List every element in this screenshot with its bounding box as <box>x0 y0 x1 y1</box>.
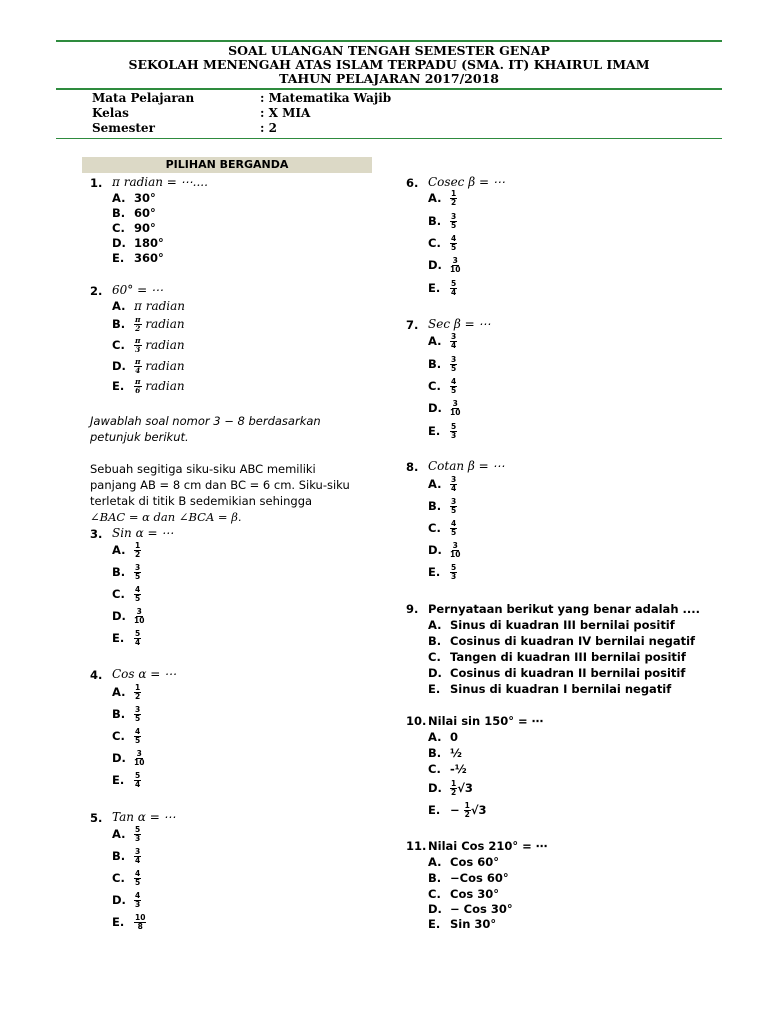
option-fraction <box>134 684 141 701</box>
option-letter: B. <box>428 357 442 371</box>
q1-option-a <box>112 191 156 205</box>
fraction-numerator: 4 <box>135 891 141 900</box>
option-letter: B. <box>428 499 442 513</box>
q3-option-b <box>112 564 141 581</box>
option-fraction <box>134 914 146 931</box>
q4-option-b <box>112 706 141 723</box>
fraction-numerator: 5 <box>135 825 141 834</box>
q11-option-e <box>428 917 496 931</box>
option-letter: E. <box>428 281 441 295</box>
academic-year: TAHUN PELAJARAN 2017/2018 <box>279 71 499 86</box>
q7-option-e <box>428 423 457 440</box>
q4-option-a <box>112 684 141 701</box>
option-text: Cos 30° <box>450 887 499 901</box>
q2-option-e <box>112 378 185 395</box>
option-letter: B. <box>428 746 442 760</box>
fraction-numerator: 3 <box>452 541 458 550</box>
fraction-denominator: 4 <box>135 638 141 647</box>
fraction-numerator: 3 <box>451 475 457 484</box>
q2-option-c <box>112 337 185 354</box>
q2-option-b <box>112 316 185 333</box>
option-letter: D. <box>428 781 442 795</box>
q11-option-d <box>428 902 513 916</box>
fraction-denominator: 5 <box>451 364 457 373</box>
q4-option-c <box>112 728 141 745</box>
option-letter: B. <box>112 707 126 721</box>
fraction-denominator: 10 <box>450 408 461 417</box>
q9-option-b <box>428 634 695 648</box>
fraction-numerator: 5 <box>135 771 141 780</box>
fraction-numerator: 1 <box>135 683 141 692</box>
fraction-numerator: 3 <box>136 749 142 758</box>
option-fraction <box>450 520 457 537</box>
fraction-numerator: 5 <box>451 422 457 431</box>
fraction-denominator: 4 <box>451 341 457 350</box>
option-fraction <box>450 542 460 559</box>
option-text: $\frac{\pi}{6}$ radian <box>135 377 185 395</box>
fraction-denominator: 2 <box>135 692 141 701</box>
q2-text: 60° = ⋯ <box>112 283 163 297</box>
q2-option-d <box>112 358 185 375</box>
q10-option-d <box>428 780 473 797</box>
option-letter: E. <box>112 631 125 645</box>
option-text: $\frac{\pi}{3}$ radian <box>135 336 185 354</box>
fraction-denominator: 5 <box>135 736 141 745</box>
fraction-numerator: 4 <box>451 519 457 528</box>
q7-option-b <box>428 356 457 373</box>
option-letter: C. <box>112 221 125 235</box>
fraction-denominator: 3 <box>135 900 141 909</box>
fraction-numerator: 3 <box>452 399 458 408</box>
option-fraction <box>450 378 457 395</box>
q10-option-a <box>428 730 458 744</box>
context-line-1: Sebuah segitiga siku-siku ABC memiliki <box>90 462 316 476</box>
fraction-numerator: 4 <box>451 377 457 386</box>
option-text: Tangen di kuadran III bernilai positif <box>450 650 686 664</box>
fraction-denominator: 10 <box>134 758 145 767</box>
fraction-numerator: 3 <box>451 212 457 221</box>
q10-number: 10. <box>406 714 427 728</box>
option-letter: D. <box>112 609 126 623</box>
option-fraction <box>134 378 142 395</box>
option-text: $\frac{\pi}{4}$ radian <box>135 357 185 375</box>
q7-text: Sec β = ⋯ <box>428 317 491 331</box>
option-text: -½ <box>450 762 467 776</box>
option-text: 180° <box>134 236 164 250</box>
q5-number: 5. <box>90 811 103 825</box>
q8-option-e <box>428 564 457 581</box>
fraction-numerator: π <box>135 315 141 324</box>
option-letter: E. <box>112 773 125 787</box>
option-letter: D. <box>428 401 442 415</box>
option-text: π radian <box>134 299 185 313</box>
semester-value: : 2 <box>260 121 277 135</box>
option-letter: E. <box>428 424 441 438</box>
option-letter: E. <box>428 803 441 817</box>
q5-option-b <box>112 848 141 865</box>
q7-option-c <box>428 378 457 395</box>
fraction-numerator: π <box>135 336 141 345</box>
fraction-denominator: 5 <box>135 594 141 603</box>
fraction-denominator: 5 <box>135 878 141 887</box>
option-fraction <box>134 542 141 559</box>
q1-text: π radian = ⋯.... <box>112 175 208 189</box>
q2-number: 2. <box>90 284 103 298</box>
fraction-numerator: 3 <box>451 332 457 341</box>
q8-option-c <box>428 520 457 537</box>
q7-option-d <box>428 400 460 417</box>
option-letter: B. <box>112 849 126 863</box>
option-letter: A. <box>428 334 442 348</box>
q10-text: Nilai sin 150° = ⋯ <box>428 714 544 728</box>
option-letter: A. <box>428 730 442 744</box>
option-fraction <box>134 728 141 745</box>
option-letter: C. <box>428 762 441 776</box>
q6-option-d <box>428 257 460 274</box>
q7-option-a <box>428 333 457 350</box>
option-text: Cosinus di kuadran II bernilai positif <box>450 666 686 680</box>
option-letter: E. <box>428 917 441 931</box>
option-letter: D. <box>112 751 126 765</box>
option-fraction <box>134 750 144 767</box>
option-fraction <box>450 498 457 515</box>
q9-option-d <box>428 666 685 680</box>
fraction-denominator: 4 <box>135 856 141 865</box>
fraction-denominator: 5 <box>135 714 141 723</box>
option-text: Cos 60° <box>450 855 499 869</box>
q4-option-d <box>112 750 144 767</box>
fraction-denominator: 5 <box>451 243 457 252</box>
q11-option-a <box>428 855 499 869</box>
q3-option-d <box>112 608 144 625</box>
option-fraction <box>450 423 457 440</box>
context-line-2: panjang AB = 8 cm dan BC = 6 cm. Siku-siku <box>90 478 350 492</box>
option-letter: E. <box>112 379 125 393</box>
fraction-numerator: 4 <box>451 234 457 243</box>
option-fraction <box>134 564 141 581</box>
option-letter: B. <box>428 871 442 885</box>
option-letter: D. <box>428 666 442 680</box>
fraction-denominator: 10 <box>450 550 461 559</box>
q9-text: Pernyataan berikut yang benar adalah .... <box>428 602 700 616</box>
fraction-denominator: 4 <box>451 288 457 297</box>
semester-label: Semester <box>92 121 155 135</box>
q5-option-c <box>112 870 141 887</box>
option-text: − Cos 30° <box>450 902 513 916</box>
option-letter: A. <box>112 543 126 557</box>
option-fraction <box>134 358 142 375</box>
q6-option-e <box>428 280 457 297</box>
fraction-numerator: 5 <box>451 279 457 288</box>
option-letter: D. <box>112 893 126 907</box>
option-fraction <box>134 706 141 723</box>
q4-number: 4. <box>90 668 103 682</box>
fraction-denominator: 2 <box>464 810 470 819</box>
q9-number: 9. <box>406 602 419 616</box>
fraction-denominator: 5 <box>451 221 457 230</box>
option-letter: C. <box>112 587 125 601</box>
minus-sign: − <box>450 803 464 817</box>
option-fraction <box>134 870 141 887</box>
q8-number: 8. <box>406 460 419 474</box>
q3-option-a <box>112 542 141 559</box>
fraction-denominator: 5 <box>451 386 457 395</box>
q1-option-e <box>112 251 164 265</box>
fraction-numerator: 3 <box>451 355 457 364</box>
school-name: SEKOLAH MENENGAH ATAS ISLAM TERPADU (SMA. IT) KHAIRUL IMAM <box>128 57 650 72</box>
q5-option-a <box>112 826 141 843</box>
option-letter: D. <box>112 359 126 373</box>
option-fraction <box>450 257 460 274</box>
option-fraction <box>450 333 457 350</box>
q6-option-b <box>428 213 457 230</box>
header-top-rule <box>56 40 722 42</box>
option-fraction <box>134 316 142 333</box>
option-letter: E. <box>112 915 125 929</box>
option-letter: A. <box>428 191 442 205</box>
fraction-denominator: 2 <box>451 788 457 797</box>
option-text: 90° <box>134 221 156 235</box>
option-fraction <box>450 280 457 297</box>
option-letter: A. <box>112 827 126 841</box>
option-letter: C. <box>428 236 441 250</box>
fraction-denominator: 5 <box>135 572 141 581</box>
q3-text: Sin α = ⋯ <box>112 526 174 540</box>
fraction-denominator: 2 <box>451 198 457 207</box>
option-text: Cosinus di kuadran IV bernilai negatif <box>450 634 696 648</box>
sqrt-term: √3 <box>470 803 487 817</box>
fraction-denominator: 3 <box>451 572 457 581</box>
option-letter: A. <box>112 685 126 699</box>
fraction-denominator: 2 <box>135 324 141 333</box>
option-letter: A. <box>428 477 442 491</box>
option-fraction <box>450 400 460 417</box>
option-letter: C. <box>112 729 125 743</box>
option-letter: B. <box>428 634 442 648</box>
subject-label: Mata Pelajaran <box>92 91 195 105</box>
option-letter: C. <box>112 338 125 352</box>
q7-number: 7. <box>406 318 419 332</box>
q8-text: Cotan β = ⋯ <box>428 459 505 473</box>
q11-option-b <box>428 871 509 885</box>
q9-option-e <box>428 682 671 696</box>
option-fraction <box>134 826 141 843</box>
q6-number: 6. <box>406 176 419 190</box>
fraction-numerator: 3 <box>135 847 141 856</box>
class-label: Kelas <box>92 106 129 120</box>
fraction-denominator: 3 <box>135 345 141 354</box>
fraction-numerator: 1 <box>451 779 457 788</box>
option-fraction <box>134 772 141 789</box>
q10-option-e <box>428 802 487 819</box>
q8-option-d <box>428 542 460 559</box>
q1-option-d <box>112 236 164 250</box>
q8-option-b <box>428 498 457 515</box>
sqrt-term: √3 <box>457 781 473 795</box>
q1-option-c <box>112 221 156 235</box>
option-letter: E. <box>428 682 441 696</box>
option-letter: B. <box>112 565 126 579</box>
fraction-numerator: 5 <box>451 563 457 572</box>
fraction-numerator: 3 <box>135 563 141 572</box>
option-letter: D. <box>428 543 442 557</box>
option-fraction <box>450 213 457 230</box>
option-text: 360° <box>134 251 164 265</box>
fraction-denominator: 10 <box>134 616 145 625</box>
fraction-denominator: 5 <box>451 506 457 515</box>
option-fraction <box>450 235 457 252</box>
q5-option-d <box>112 892 141 909</box>
fraction-numerator: 4 <box>135 585 141 594</box>
option-text: Sin 30° <box>450 917 497 931</box>
q3-option-e <box>112 630 141 647</box>
option-letter: B. <box>428 214 442 228</box>
header-bottom-rule <box>56 138 722 139</box>
fraction-denominator: 6 <box>135 386 141 395</box>
fraction-numerator: 1 <box>464 801 470 810</box>
option-fraction <box>450 564 457 581</box>
fraction-numerator: 1 <box>135 541 141 550</box>
option-text: 0 <box>450 730 459 744</box>
instruction-line-2: petunjuk berikut. <box>90 430 189 444</box>
subject-value: : Matematika Wajib <box>260 91 392 105</box>
fraction-denominator: 10 <box>450 265 461 274</box>
context-line-3: terletak di titik B sedemikian sehingga <box>90 494 313 508</box>
context-line-4: ∠BAC = α dan ∠BCA = β. <box>90 510 242 524</box>
option-text: 60° <box>134 206 156 220</box>
option-letter: D. <box>428 258 442 272</box>
option-letter: A. <box>112 191 126 205</box>
fraction <box>464 802 471 819</box>
q1-option-b <box>112 206 156 220</box>
q2-option-a <box>112 299 185 313</box>
option-letter: B. <box>112 317 126 331</box>
q10-option-c <box>428 762 467 776</box>
option-fraction <box>134 608 144 625</box>
fraction-numerator: 3 <box>135 705 141 714</box>
q6-text: Cosec β = ⋯ <box>428 175 505 189</box>
exam-title: SOAL ULANGAN TENGAH SEMESTER GENAP <box>228 43 550 58</box>
option-fraction <box>134 848 141 865</box>
option-fraction <box>450 476 457 493</box>
option-text: Sinus di kuadran III bernilai positif <box>450 618 675 632</box>
option-text: 30° <box>134 191 156 205</box>
fraction-numerator: 3 <box>136 607 142 616</box>
fraction-numerator: 3 <box>452 256 458 265</box>
option-letter: A. <box>112 299 126 313</box>
q11-text: Nilai Cos 210° = ⋯ <box>428 839 548 853</box>
q10-option-b <box>428 746 462 760</box>
instruction-line-1: Jawablah soal nomor 3 − 8 berdasarkan <box>90 414 321 428</box>
fraction-denominator: 4 <box>451 484 457 493</box>
option-text: Sinus di kuadran I bernilai negatif <box>450 682 672 696</box>
fraction-numerator: π <box>135 377 141 386</box>
q4-option-e <box>112 772 141 789</box>
fraction-numerator: π <box>135 357 141 366</box>
option-letter: C. <box>428 379 441 393</box>
q8-option-a <box>428 476 457 493</box>
option-letter: E. <box>112 251 125 265</box>
q4-text: Cos α = ⋯ <box>112 667 177 681</box>
q3-number: 3. <box>90 527 103 541</box>
header-mid-rule <box>56 88 722 90</box>
option-fraction <box>134 586 141 603</box>
fraction-numerator: 5 <box>135 629 141 638</box>
fraction-denominator: 4 <box>135 780 141 789</box>
fraction-numerator: 3 <box>451 497 457 506</box>
option-letter: C. <box>428 521 441 535</box>
option-letter: E. <box>428 565 441 579</box>
q9-option-a <box>428 618 675 632</box>
option-letter: A. <box>428 618 442 632</box>
option-text: −Cos 60° <box>450 871 509 885</box>
q6-option-a <box>428 190 457 207</box>
q11-option-c <box>428 887 499 901</box>
option-fraction <box>450 190 457 207</box>
section-title: PILIHAN BERGANDA <box>82 157 372 173</box>
option-fraction <box>134 337 142 354</box>
q11-number: 11. <box>406 839 427 853</box>
option-text: $\frac{\pi}{2}$ radian <box>135 315 185 333</box>
q5-text: Tan α = ⋯ <box>112 810 176 824</box>
q1-number: 1. <box>90 176 103 190</box>
class-value: : X MIA <box>260 106 311 120</box>
option-fraction <box>134 630 141 647</box>
option-letter: C. <box>112 871 125 885</box>
q5-option-e <box>112 914 146 931</box>
fraction-denominator: 2 <box>135 550 141 559</box>
option-letter: C. <box>428 650 441 664</box>
option-fraction <box>450 356 457 373</box>
fraction-numerator: 10 <box>135 913 146 922</box>
fraction-denominator: 4 <box>135 366 141 375</box>
fraction-numerator: 4 <box>135 869 141 878</box>
fraction-numerator: 1 <box>451 189 457 198</box>
fraction-numerator: 4 <box>135 727 141 736</box>
q6-option-c <box>428 235 457 252</box>
q3-option-c <box>112 586 141 603</box>
q9-option-c <box>428 650 686 664</box>
fraction-denominator: 3 <box>451 431 457 440</box>
option-letter: A. <box>428 855 442 869</box>
option-letter: D. <box>112 236 126 250</box>
option-fraction <box>134 892 141 909</box>
fraction-denominator: 8 <box>137 922 143 931</box>
option-text: ½ <box>450 746 462 760</box>
option-letter: D. <box>428 902 442 916</box>
option-letter: C. <box>428 887 441 901</box>
fraction-denominator: 5 <box>451 528 457 537</box>
fraction-denominator: 3 <box>135 834 141 843</box>
option-letter: B. <box>112 206 126 220</box>
